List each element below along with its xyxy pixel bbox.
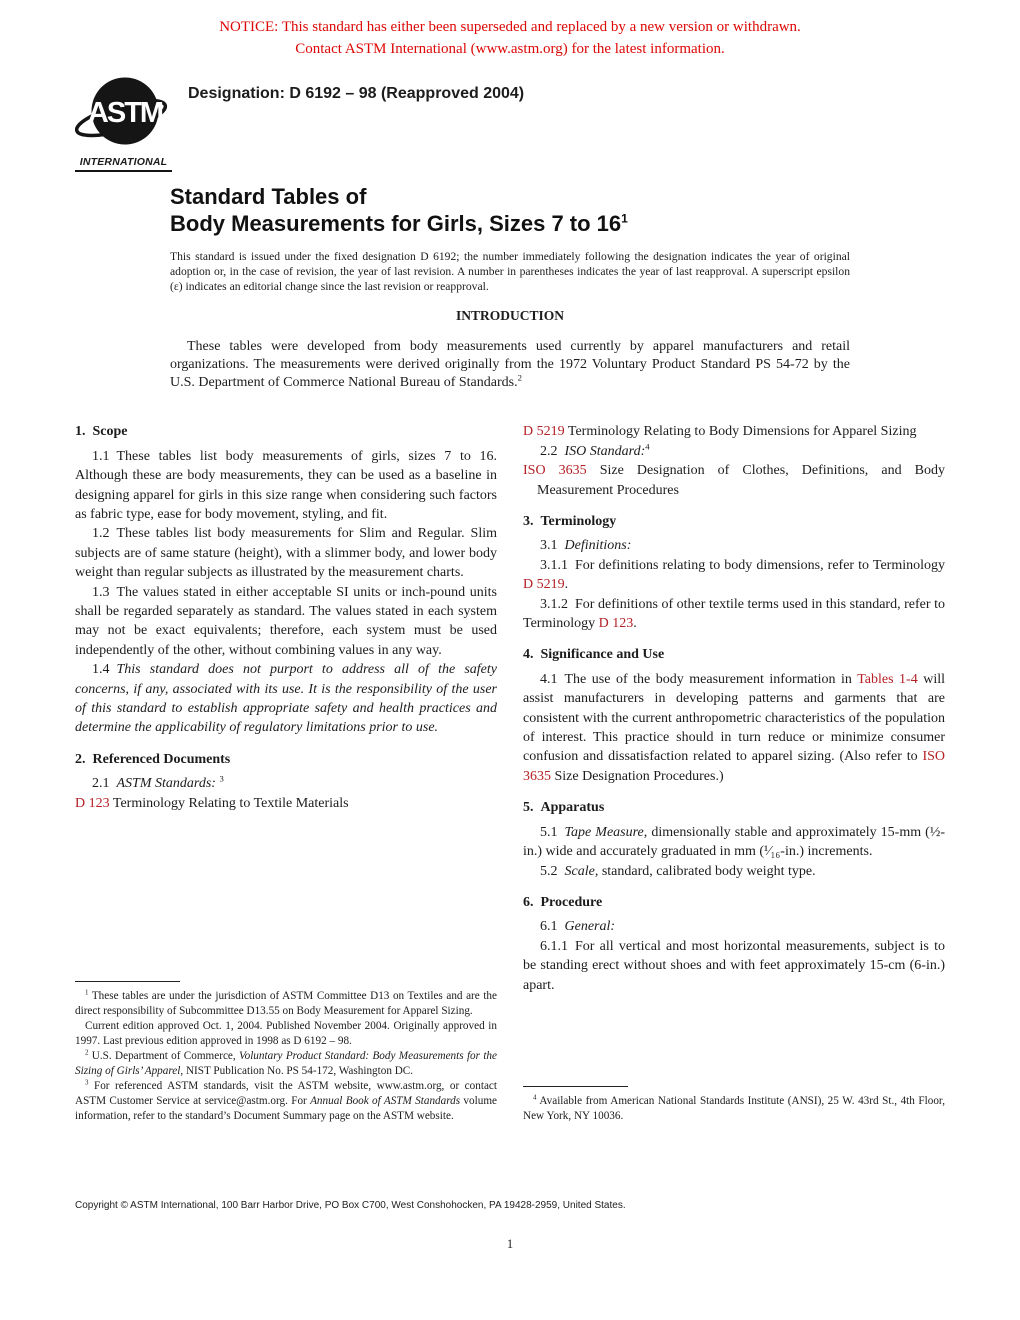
footnote-separator xyxy=(75,981,180,982)
designation-line: Designation: D 6192 – 98 (Reapproved 2004) xyxy=(188,85,525,102)
paragraph-1-3: 1.3 The values stated in either acceptable SI units or inch-pound units shall be regarded separately as standard. The values stated in each system may not be exact equivalents; therefore, each system must be used independently of the other, without combining values in any way. xyxy=(75,584,497,658)
section-heading-procedure: 6. Procedure xyxy=(523,894,603,910)
left-footnotes xyxy=(75,981,497,1124)
left-column xyxy=(75,422,497,1124)
paragraph-6-1: 6.1 General: xyxy=(540,919,616,935)
section-heading-scope: 1. Scope xyxy=(75,424,128,440)
paragraph-1-4: 1.4 This standard does not purport to address all of the safety concerns, if any, associated with its use. It is the responsibility of the user of this standard to establish appropriate safety and health practices and determine the applicability of regulatory limitations prior to use. xyxy=(75,662,497,736)
paragraph-2-2: 2.2 ISO Standard:$^4$ xyxy=(540,441,650,459)
logo-international-label: INTERNATIONAL xyxy=(75,156,172,172)
footnote-1b: Current edition approved Oct. 1, 2004. Published November 2004. Originally approved in 1997. Last previous edition approved in 1998 as D 6192 – 98. xyxy=(75,1020,497,1048)
notice-line-2: Contact ASTM International (www.astm.org) for the latest information. xyxy=(295,41,725,57)
reference-d5219: D 5219 Terminology Relating to Body Dimensions for Apparel Sizing xyxy=(523,424,917,440)
withdrawal-notice xyxy=(75,0,945,60)
section-heading-significance: 4. Significance and Use xyxy=(523,647,665,663)
section-heading-referenced-documents: 2. Referenced Documents xyxy=(75,751,231,767)
paragraph-6-1-1: 6.1.1 For all vertical and most horizontal measurements, subject is to be standing erect without shoes and with feet approximately 15-cm (6-in.) apart. xyxy=(523,938,945,993)
footnote-2: $^2$ U.S. Department of Commerce, Voluntary Product Standard: Body Measurements for the Sizing of Girls’ Apparel, NIST Publication No. PS 54-172, Washington DC. xyxy=(75,1048,497,1078)
paragraph-5-2: 5.2 Scale, standard, calibrated body weight type. xyxy=(540,863,816,879)
paragraph-3-1-2: 3.1.2 For definitions of other textile terms used in this standard, refer to Terminology D 123. xyxy=(523,596,945,632)
title-line-1: Standard Tables of xyxy=(170,184,367,209)
notice-line-1: NOTICE: This standard has either been superseded and replaced by a new version or withdrawn. xyxy=(219,19,801,35)
footnote-1a: $^1$ These tables are under the jurisdiction of ASTM Committee D13 on Textiles and are the direct responsibility of Subcommittee D13.55 on Body Measurement for Apparel Sizing. xyxy=(75,988,497,1018)
masthead xyxy=(75,73,945,171)
reference-iso3635: ISO 3635 Size Designation of Clothes, Definitions, and Body Measurement Procedures xyxy=(523,463,946,498)
footnote-separator xyxy=(523,1086,628,1087)
page-footer xyxy=(75,1200,945,1252)
reference-d123: D 123 Terminology Relating to Textile Materials xyxy=(75,795,349,811)
paragraph-3-1-1: 3.1.1 For definitions relating to body dimensions, refer to Terminology D 5219. xyxy=(523,557,945,593)
introduction-section xyxy=(170,308,850,392)
paragraph-1-1: 1.1 These tables list body measurements of girls, sizes 7 to 16. Although these are body measurements, they can be used as a baseline in designing apparel for girls in this size range when considering such factors as fabric type, ease for body movement, styling, and fit. xyxy=(75,448,497,523)
right-footnotes xyxy=(523,1086,945,1124)
section-heading-apparatus: 5. Apparatus xyxy=(523,800,605,816)
astm-globe-icon xyxy=(75,73,172,157)
title-line-2: Body Measurements for Girls, Sizes 7 to $16^1$ xyxy=(170,211,628,236)
page-title xyxy=(170,183,850,237)
footnote-4: $^4$ Available from American National Standards Institute (ANSI), 25 W. 43rd St., 4th Floor, New York, NY 10036. xyxy=(523,1093,945,1123)
astm-logo xyxy=(75,73,172,172)
introduction-heading: INTRODUCTION xyxy=(455,308,564,324)
paragraph-2-1: 2.1 ASTM Standards: $^3$ xyxy=(92,773,224,792)
section-heading-terminology: 3. Terminology xyxy=(523,514,617,530)
paragraph-3-1: 3.1 Definitions: xyxy=(540,538,632,554)
introduction-paragraph: These tables were developed from body measurements used currently by apparel manufacturers and retail organizations. The measurements were derived originally from the 1972 Voluntary Product Standard PS 54-72 by the U.S. Department of Commerce National Bureau of Standards.$^2$ xyxy=(170,339,850,391)
footnote-3: $^3$ For referenced ASTM standards, visit the ASTM website, www.astm.org, or contact ASTM Customer Service at service@astm.org. For Annual Book of ASTM Standards volume information, refer to the standard’s Document Summary page on the ASTM website. xyxy=(75,1078,497,1123)
issuance-note: This standard is issued under the fixed designation D 6192; the number immediately following the designation indicates the year of original adoption or, in the case of revision, the year of last revision. A number in parentheses indicates the year of last reapproval. A superscript epsilon (ε) indicates an editorial change since the last revision or reapproval. xyxy=(170,250,850,293)
paragraph-5-1: 5.1 Tape Measure, dimensionally stable and approximately 15-mm (½-in.) wide and accurately graduated in mm (¹⁄₁₆-in.) increments. xyxy=(523,824,946,860)
paragraph-4-1: 4.1 The use of the body measurement information in Tables 1-4 will assist manufacturers in developing patterns and garments that are consistent with the current anthropometric characteristics of the population of interest. This practice should in turn reduce or minimize consumer confusion and dissatisfaction related to apparel sizing. (Also refer to ISO 3635 Size Designation Procedures.) xyxy=(523,671,946,784)
logo-astm-text: ASTM xyxy=(87,97,163,129)
copyright-line: Copyright © ASTM International, 100 Barr Harbor Drive, PO Box C700, West Conshohocken, PA 19428-2959, United States. xyxy=(75,1200,626,1212)
title-block xyxy=(170,183,850,294)
paragraph-1-2: 1.2 These tables list body measurements for Slim and Regular. Slim subjects are of same stature (height), with a slimmer body, and lower body weight than regular subjects as illustrated by the measurement charts. xyxy=(75,526,497,581)
right-column xyxy=(523,422,945,1124)
page-number: 1 xyxy=(506,1237,514,1252)
two-column-body xyxy=(75,422,945,1124)
